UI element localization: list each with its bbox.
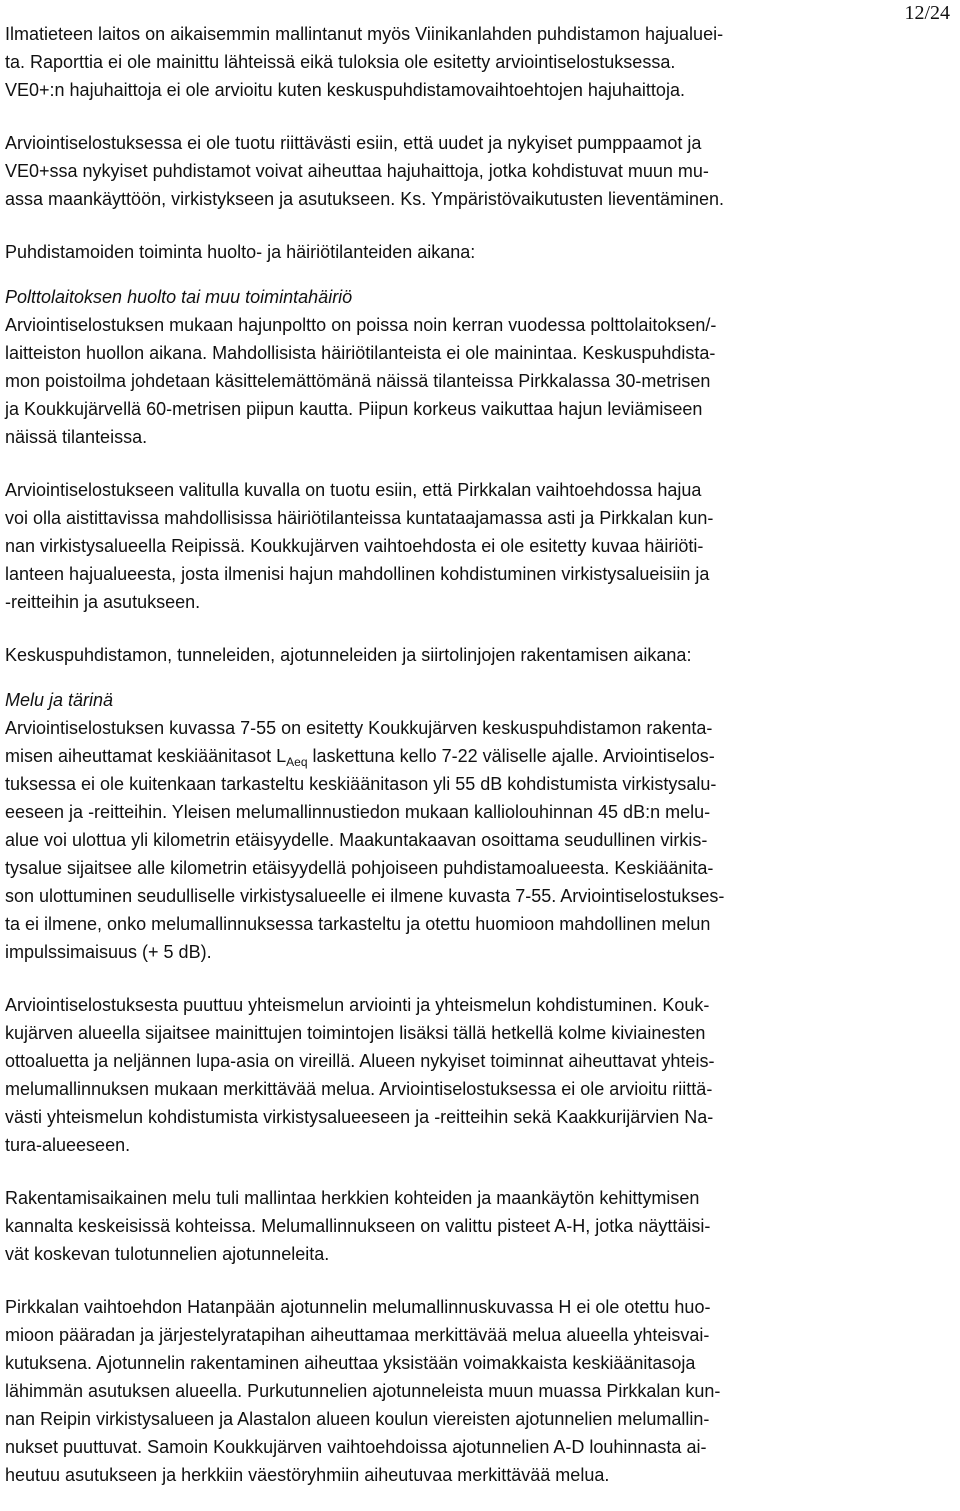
paragraph-maintenance-heading: Puhdistamoiden toiminta huolto- ja häiriötilanteiden aikana: — [5, 242, 476, 262]
paragraph-hatanpaa-tunnel: Pirkkalan vaihtoehdon Hatanpään ajotunnelin melumallinnuskuvassa H ei ole otettu huo- mioon pääradan ja järjestelyratapihan aiheuttamaa merkittävää melua alueella yhteisvai- kutuksena. Ajotunnelin rakentaminen aiheuttaa yksistään voimakkaista keskiäänitasoja lähimmän asutuksen alueella. Purkutunnelien ajotunneleista muun muassa Pirkkalan kun- nan Reipin virkistysalueen ja Alastalon alueen koulun viereisten ajotunnelien melumallin- nukset puuttuvat. Samoin Koukkujärven vaihtoehdoissa ajotunnelien A-D louhinnasta ai- heutuu asutukseen ja herkkiin väestöryhmiin aiheutuvaa merkittävää melua. — [5, 1297, 721, 1485]
subheading-noise-vibration: Melu ja tärinä — [5, 690, 114, 710]
page-number: 12/24 — [904, 2, 950, 24]
paragraph-construction-noise-part-1: Arviointiselostuksen kuvassa 7-55 on esitetty Koukkujärven keskuspuhdistamon rakenta- misen aiheuttamat keskiäänitasot L — [5, 718, 713, 766]
subheading-incinerator-maintenance: Polttolaitoksen huolto tai muu toimintahäiriö — [5, 287, 353, 307]
laeq-subscript: Aeq — [286, 755, 308, 769]
paragraph-construction-noise — [5, 714, 950, 966]
paragraph-construction-noise-part-2: laskettuna kello 7-22 väliselle ajalle. Arviointiselos- tuksessa ei ole kuitenkaan tarkasteltu keskiäänitason yli 55 dB kohdistumista virkistysalu- eeseen ja -reitteihin. Yleisen melumallinnustiedon mukaan kalliolouhinnan 45 dB:n melu- alue voi ulottua yli kilometrin etäisyydelle. Maakuntakaavan osoittama seudullinen virkis- tysalue sijaitsee alle kilometrin etäisyydellä pohjoiseen puhdistamoalueesta. Keskiäänita- son ulottuminen seudulliselle virkistysalueelle ei ilmene kuvasta 7-55. Arviointiselostukses- ta ei ilmene, onko melumallinnuksessa tarkasteltu ja otettu huomioon mahdollinen melun impulssimaisuus (+ 5 dB). — [5, 746, 725, 962]
paragraph-noise-modelling: Rakentamisaikainen melu tuli mallintaa herkkien kohteiden ja maankäytön kehittymisen kannalta keskeisissä kohteissa. Melumallinnukseen on valittu pisteet A-H, jotka näyttäisi- vät koskevan tulotunnelien ajotunneleita. — [5, 1188, 711, 1264]
paragraph-construction-heading: Keskuspuhdistamon, tunneleiden, ajotunneleiden ja siirtolinjojen rakentamisen aikana: — [5, 645, 692, 665]
paragraph-odour-figure: Arviointiselostukseen valitulla kuvalla on tuotu esiin, että Pirkkalan vaihtoehdossa hajua voi olla aistittavissa mahdollisissa häiriötilanteissa kuntataajamassa asti ja Pirkkalan kun- nan virkistysalueella Reipissä. Koukkujärven vaihtoehdosta ei ole esitetty kuvaa häiriöti- lanteen hajualueesta, josta ilmenisi hajun mahdollinen kohdistuminen virkistysalueisiin ja -reitteihin ja asutukseen. — [5, 480, 714, 612]
paragraph-viinikanlahti-odour: Ilmatieteen laitos on aikaisemmin mallintanut myös Viinikanlahden puhdistamon hajualuei- ta. Raporttia ei ole mainittu lähteissä eikä tuloksia ole esitetty arviointiselostuksessa. VE0+:n hajuhaittoja ei ole arvioitu kuten keskuspuhdistamovaihtoehtojen hajuhaittoja. — [5, 24, 724, 100]
paragraph-incinerator-maintenance: Arviointiselostuksen mukaan hajunpoltto on poissa noin kerran vuodessa polttolaitoksen/- laitteiston huollon aikana. Mahdollisista häiriötilanteista ei ole mainintaa. Keskuspuhdista- mon poistoilma johdetaan käsittelemättömänä näissä tilanteissa Pirkkalassa 30-metrisen ja Koukkujärvellä 60-metrisen piipun kautta. Piipun korkeus vaikuttaa hajun leviämiseen näissä tilanteissa. — [5, 315, 717, 447]
document-body — [5, 20, 950, 1489]
paragraph-pumping-stations-odour: Arviointiselostuksessa ei ole tuotu riittävästi esiin, että uudet ja nykyiset pumppaamot ja VE0+ssa nykyiset puhdistamot voivat aiheuttaa hajuhaittoja, jotka kohdistuvat muun mu- assa maankäyttöön, virkistykseen ja asutukseen. Ks. Ympäristövaikutusten lieventäminen. — [5, 133, 725, 209]
paragraph-combined-noise: Arviointiselostuksesta puuttuu yhteismelun arviointi ja yhteismelun kohdistuminen. Kouk- kujärven alueella sijaitsee mainittujen toimintojen lisäksi tällä hetkellä kolme kiviainesten ottoaluetta ja neljännen lupa-asia on vireillä. Alueen nykyiset toiminnat aiheuttavat yhteis- melumallinnuksen mukaan merkittävää melua. Arviointiselostuksessa ei ole arvioitu riittä- västi yhteismelun kohdistumista virkistysalueeseen ja -reitteihin sekä Kaakkurijärvien Na- tura-alueeseen. — [5, 995, 715, 1155]
